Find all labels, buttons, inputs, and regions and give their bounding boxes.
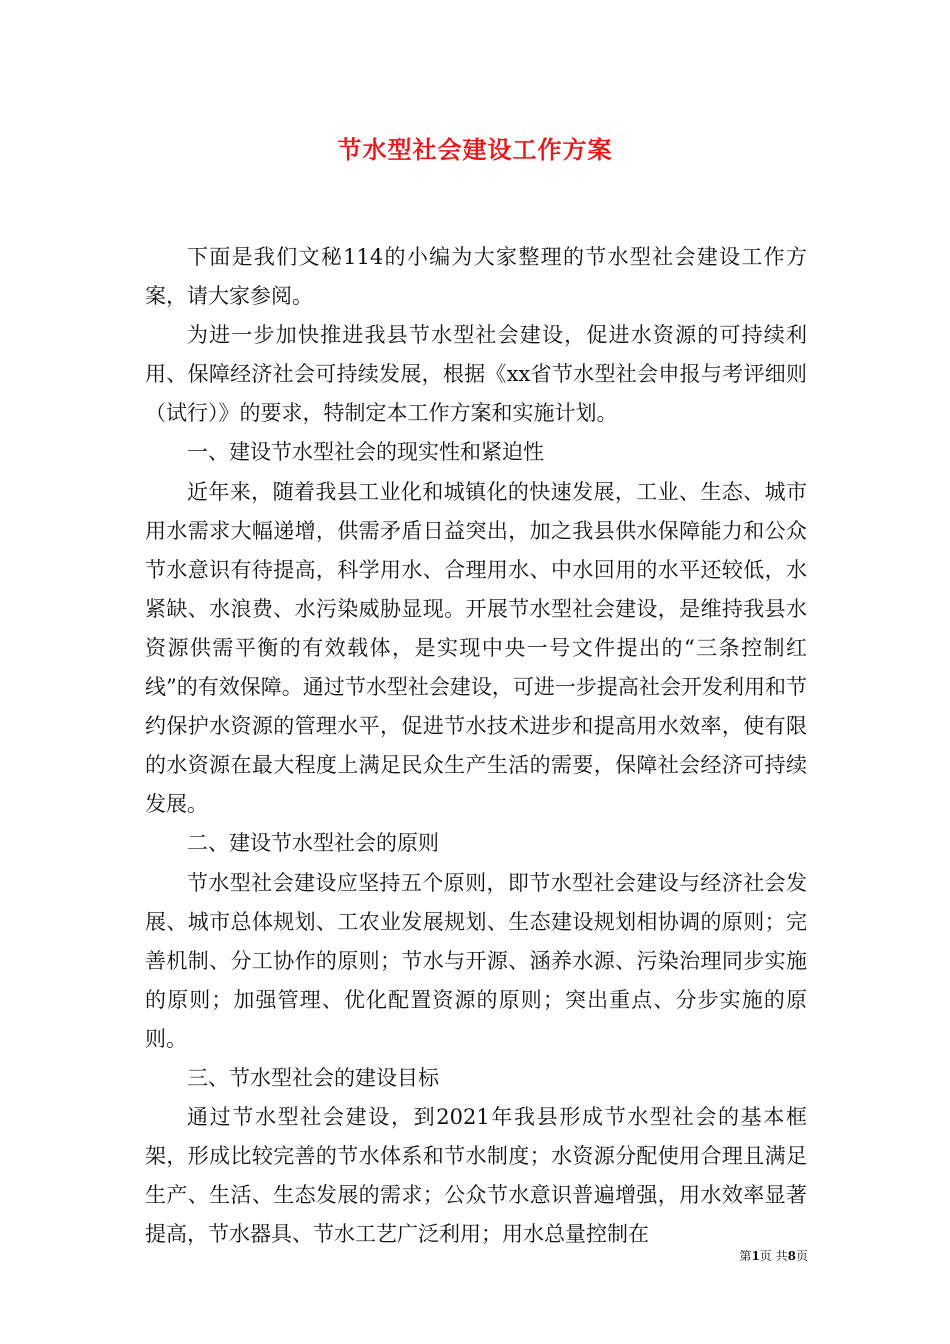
section-3-paragraph: 通过节水型社会建设，到2021年我县形成节水型社会的基本框架，形成比较完善的节水体系和节水制度；水资源分配使用合理且满足生产、生活、生态发展的需求；公众节水意识普遍增强，用水效率显著提高，节水器具、节水工艺广泛利用；用水总量控制在 xyxy=(145,1105,807,1247)
section-heading-3: 三、节水型社会的建设目标 xyxy=(187,1065,439,1090)
section-2-paragraph: 节水型社会建设应坚持五个原则，即节水型社会建设与经济社会发展、城市总体规划、工农业发展规划、生态建设规划相协调的原则；完善机制、分工协作的原则；节水与开源、涵养水源、污染治理同步实施的原则；加强管理、优化配置资源的原则；突出重点、分步实施的原则。 xyxy=(145,870,807,1051)
section-1-paragraph: 近年来，随着我县工业化和城镇化的快速发展，工业、生态、城市用水需求大幅递增，供需矛盾日益突出，加之我县供水保障能力和公众节水意识有待提高，科学用水、合理用水、中水回用的水平还较低，水紧缺、水浪费、水污染威胁显现。开展节水型社会建设，是维持我县水资源供需平衡的有效载体，是实现中央一号文件提出的“三条控制红线”的有效保障。通过节水型社会建设，可进一步提高社会开发利用和节约保护水资源的管理水平，促进节水技术进步和提高用水效率，使有限的水资源在最大程度上满足民众生产生活的需要，保障社会经济可持续发展。 xyxy=(145,479,807,817)
section-heading-1: 一、建设节水型社会的现实性和紧迫性 xyxy=(187,440,544,465)
page-number-current: 1 xyxy=(751,1249,760,1263)
page-number-middle: 页 共 xyxy=(759,1249,788,1263)
purpose-paragraph: 为进一步加快推进我县节水型社会建设，促进水资源的可持续利用、保障经济社会可持续发展，根据《xx省节水型社会申报与考评细则（试行）》的要求，特制定本工作方案和实施计划。 xyxy=(145,323,807,426)
intro-paragraph: 下面是我们文秘114的小编为大家整理的节水型社会建设工作方案，请大家参阅。 xyxy=(145,245,807,309)
document-title: 节水型社会建设工作方案 xyxy=(337,135,613,164)
section-heading-2: 二、建设节水型社会的原则 xyxy=(187,831,439,856)
page-number xyxy=(700,1247,808,1264)
page-number-suffix: 页 xyxy=(795,1249,808,1263)
page-number-total: 8 xyxy=(787,1249,796,1263)
document-body xyxy=(145,238,807,1254)
page-number-prefix: 第 xyxy=(739,1249,752,1263)
